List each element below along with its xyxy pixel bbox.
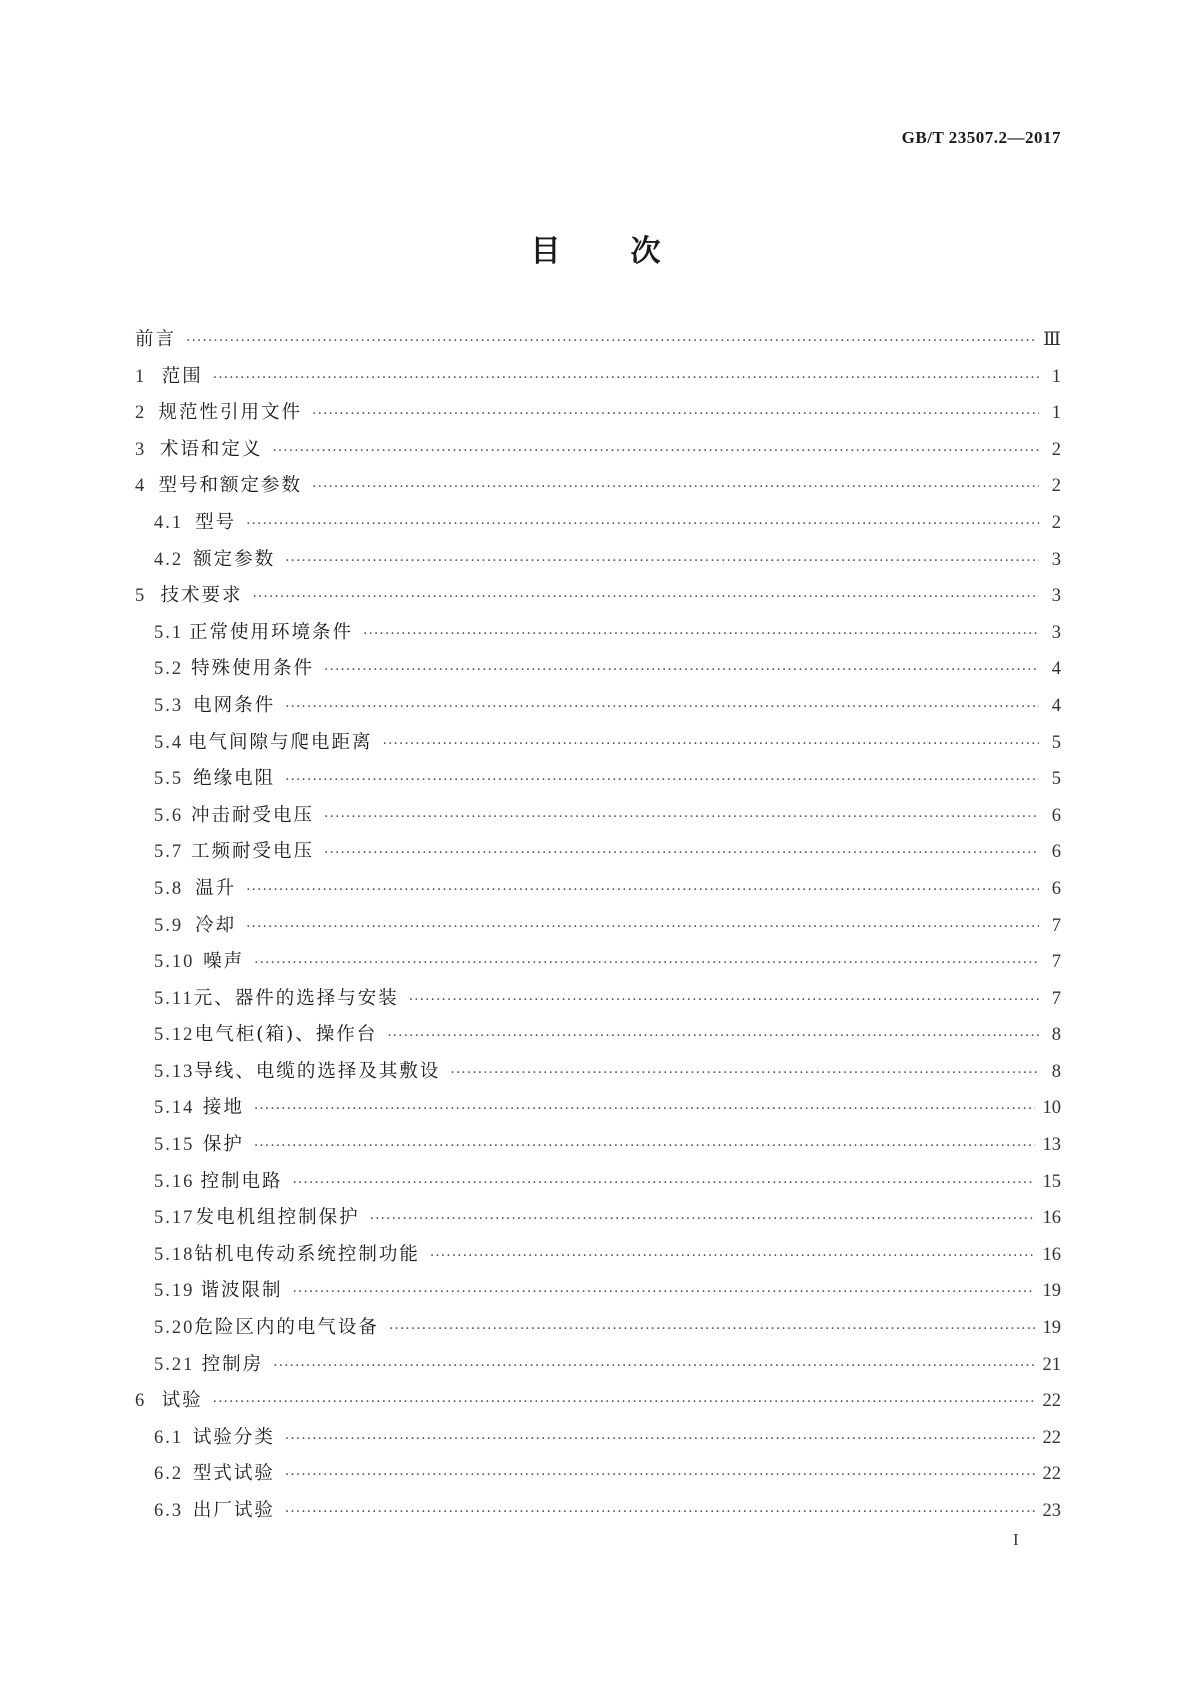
toc-entry-label: 试验分类	[192, 1426, 275, 1448]
toc-entry-page: 23	[1042, 1501, 1061, 1521]
toc-entry-number: 5.4	[154, 732, 184, 753]
toc-entry-number: 5.19	[154, 1281, 195, 1302]
toc-dot-leader	[246, 882, 1039, 898]
toc-entry-label: 导线、电缆的选择及其敷设	[194, 1060, 441, 1082]
toc-entry-number: 5.8	[154, 878, 184, 899]
toc-dot-leader	[285, 1431, 1035, 1447]
toc-dot-leader	[252, 589, 1039, 605]
toc-entry-page: 3	[1051, 549, 1061, 570]
toc-entry-number: 4.2	[154, 549, 184, 570]
toc-entry[interactable]	[135, 508, 1061, 545]
toc-entry[interactable]	[135, 618, 1061, 655]
toc-dot-leader	[285, 1467, 1035, 1483]
toc-entry[interactable]	[135, 1020, 1061, 1057]
toc-entry-label: 前言	[135, 329, 177, 350]
toc-entry[interactable]	[135, 1167, 1061, 1204]
toc-entry-page: 22	[1042, 1391, 1061, 1412]
toc-entry[interactable]	[135, 581, 1061, 618]
toc-dot-leader	[246, 516, 1039, 532]
toc-entry-number: 4	[135, 476, 147, 497]
toc-entry-page: 3	[1051, 622, 1061, 643]
toc-entry-number: 5.17	[154, 1208, 195, 1229]
toc-entry-label: 温升	[195, 877, 237, 899]
toc-entry-number: 6	[135, 1391, 147, 1412]
toc-entry[interactable]	[135, 1057, 1061, 1094]
toc-title	[0, 226, 1191, 270]
toc-entry-label: 控制房	[201, 1353, 264, 1375]
toc-entry-number: 5.3	[154, 695, 184, 716]
toc-dot-leader	[324, 662, 1039, 678]
toc-dot-leader	[186, 333, 1035, 349]
toc-entry-page: 22	[1042, 1427, 1061, 1448]
toc-entry[interactable]	[135, 471, 1061, 508]
toc-entry[interactable]	[135, 398, 1061, 435]
toc-entry-label: 控制电路	[200, 1170, 283, 1192]
toc-entry-page: 4	[1051, 659, 1061, 680]
toc-entry[interactable]	[135, 801, 1061, 838]
toc-entry-number: 5.14	[154, 1098, 195, 1119]
toc-dot-leader	[254, 1101, 1035, 1117]
toc-entry-page: 22	[1042, 1464, 1061, 1485]
toc-dot-leader	[383, 736, 1039, 752]
toc-entry-label: 谐波限制	[200, 1280, 283, 1302]
toc-entry-label: 规范性引用文件	[158, 402, 303, 424]
toc-entry-page: Ⅲ	[1043, 330, 1061, 350]
toc-dot-leader	[246, 919, 1039, 935]
toc-entry-page: 6	[1051, 842, 1061, 863]
toc-dot-leader	[272, 443, 1039, 459]
toc-entry-number: 5.12	[154, 1025, 195, 1046]
toc-entry-label: 型号	[195, 511, 237, 533]
toc-entry[interactable]	[135, 1350, 1061, 1387]
toc-entry-number: 2	[135, 403, 147, 424]
toc-entry-label: 钻机电传动系统控制功能	[194, 1243, 420, 1265]
toc-entry-number: 1	[135, 366, 147, 387]
toc-entry-number: 5.9	[154, 915, 184, 936]
toc-entry-page: 6	[1051, 878, 1061, 899]
toc-entry-label: 正常使用环境条件	[189, 621, 354, 643]
toc-entry-number: 6.3	[154, 1501, 184, 1521]
standard-code: GB/T 23507.2—2017	[901, 128, 1061, 147]
toc-entry[interactable]	[135, 325, 1061, 362]
toc-title-char-1: 目	[530, 234, 561, 269]
toc-dot-leader	[430, 1248, 1035, 1264]
toc-entry-label: 特殊使用条件	[191, 658, 315, 680]
toc-entry-label: 术语和定义	[159, 438, 263, 460]
toc-dot-leader	[312, 479, 1039, 495]
toc-entry-number: 5.18	[154, 1244, 195, 1265]
toc-dot-leader	[292, 1284, 1034, 1300]
toc-entry-number: 5.21	[154, 1354, 195, 1375]
toc-entry-page: 2	[1051, 439, 1061, 460]
toc-entry-label: 电气柜(箱)、操作台	[194, 1024, 378, 1046]
toc-entry-number: 5.15	[154, 1135, 195, 1156]
toc-entry[interactable]	[135, 1459, 1061, 1496]
table-of-contents	[135, 325, 1061, 1533]
toc-dot-leader	[324, 845, 1039, 861]
toc-entry-label: 电网条件	[193, 694, 276, 716]
toc-entry-number: 5.10	[154, 952, 195, 973]
toc-entry-page: 7	[1051, 915, 1061, 936]
toc-entry[interactable]	[135, 691, 1061, 728]
toc-dot-leader	[213, 370, 1039, 386]
toc-entry-page: 15	[1042, 1171, 1061, 1192]
toc-entry-label: 型式试验	[192, 1463, 275, 1485]
toc-entry-label: 绝缘电阻	[193, 768, 276, 790]
toc-entry-page: 7	[1051, 988, 1061, 1009]
page-number: I	[1013, 1530, 1019, 1549]
toc-entry[interactable]	[135, 728, 1061, 765]
toc-entry-page: 1	[1051, 403, 1061, 424]
toc-entry-page: 6	[1051, 805, 1061, 826]
toc-dot-leader	[292, 1175, 1034, 1191]
toc-dot-leader	[285, 699, 1039, 715]
toc-entry-number: 5.2	[154, 659, 184, 680]
toc-dot-leader	[254, 1138, 1035, 1154]
toc-entry-page: 4	[1051, 695, 1061, 716]
toc-entry[interactable]	[135, 1496, 1061, 1533]
toc-entry-page: 10	[1042, 1098, 1061, 1119]
toc-entry-label: 额定参数	[193, 548, 276, 570]
toc-entry-number: 5.7	[154, 842, 184, 863]
toc-entry-label: 试验	[161, 1390, 203, 1412]
toc-entry[interactable]	[135, 911, 1061, 948]
toc-entry-page: 5	[1051, 732, 1061, 753]
toc-entry-label: 工频耐受电压	[191, 841, 315, 863]
toc-entry-page: 19	[1042, 1318, 1061, 1339]
toc-entry-label: 型号和额定参数	[158, 475, 303, 497]
toc-entry-number: 5	[135, 586, 147, 607]
toc-entry-page: 16	[1042, 1244, 1061, 1265]
toc-entry-number: 5.1	[154, 622, 184, 643]
toc-entry-label: 噪声	[203, 951, 245, 973]
toc-entry-number: 3	[135, 439, 147, 460]
toc-entry-page: 7	[1051, 952, 1061, 973]
toc-dot-leader	[409, 992, 1039, 1008]
toc-dot-leader	[363, 626, 1039, 642]
toc-entry-label: 冲击耐受电压	[191, 804, 315, 826]
toc-entry[interactable]	[135, 362, 1061, 399]
toc-dot-leader	[389, 1321, 1035, 1337]
toc-entry-label: 保护	[202, 1134, 244, 1156]
toc-entry-label: 元、器件的选择与安装	[193, 987, 399, 1009]
toc-entry-label: 危险区内的电气设备	[194, 1317, 379, 1339]
toc-entry-page: 19	[1042, 1281, 1061, 1302]
toc-entry-page: 2	[1051, 512, 1061, 533]
toc-entry-label: 技术要求	[160, 585, 243, 607]
toc-dot-leader	[312, 406, 1039, 422]
toc-entry-number: 5.13	[154, 1061, 195, 1082]
toc-entry-page: 3	[1051, 586, 1061, 607]
toc-entry[interactable]	[135, 1313, 1061, 1350]
toc-entry[interactable]	[135, 435, 1061, 472]
toc-entry-number: 6.2	[154, 1464, 184, 1485]
toc-entry-label: 接地	[202, 1097, 244, 1119]
toc-entry[interactable]	[135, 764, 1061, 801]
toc-dot-leader	[450, 1065, 1039, 1081]
toc-entry[interactable]	[135, 1130, 1061, 1167]
toc-entry-page: 2	[1051, 476, 1061, 497]
toc-title-char-2: 次	[630, 234, 661, 269]
toc-entry-number: 5.11	[154, 988, 194, 1009]
toc-entry-page: 8	[1051, 1025, 1061, 1046]
toc-entry-page: 8	[1051, 1061, 1061, 1082]
toc-entry-number: 5.6	[154, 805, 184, 826]
toc-entry[interactable]	[135, 984, 1061, 1021]
toc-entry[interactable]	[135, 874, 1061, 911]
toc-entry-page: 21	[1042, 1354, 1061, 1375]
toc-entry-number: 5.16	[154, 1171, 195, 1192]
toc-entry[interactable]	[135, 1203, 1061, 1240]
toc-entry[interactable]	[135, 654, 1061, 691]
toc-entry-number: 4.1	[154, 512, 184, 533]
toc-entry-page: 16	[1042, 1208, 1061, 1229]
toc-dot-leader	[324, 809, 1039, 825]
toc-entry-page: 5	[1051, 769, 1061, 790]
toc-entry-label: 范围	[161, 365, 203, 387]
toc-entry[interactable]	[135, 545, 1061, 582]
toc-entry[interactable]	[135, 947, 1061, 984]
toc-entry-label: 出厂试验	[192, 1500, 275, 1521]
toc-entry[interactable]	[135, 1386, 1061, 1423]
toc-entry[interactable]	[135, 1093, 1061, 1130]
toc-entry-number: 5.20	[154, 1318, 195, 1339]
toc-entry-label: 发电机组控制保护	[195, 1207, 360, 1229]
toc-dot-leader	[213, 1394, 1035, 1410]
toc-entry[interactable]	[135, 1276, 1061, 1313]
toc-dot-leader	[273, 1358, 1034, 1374]
toc-dot-leader	[285, 772, 1039, 788]
toc-entry-number: 6.1	[154, 1427, 184, 1448]
toc-entry[interactable]	[135, 1423, 1061, 1460]
toc-dot-leader	[285, 1504, 1035, 1520]
toc-dot-leader	[285, 553, 1039, 569]
toc-entry-page: 1	[1051, 366, 1061, 387]
toc-entry[interactable]	[135, 1240, 1061, 1277]
toc-dot-leader	[254, 955, 1039, 971]
toc-entry-label: 电气间隙与爬电距离	[188, 731, 373, 753]
toc-entry-page: 13	[1042, 1135, 1061, 1156]
toc-entry-number: 5.5	[154, 769, 184, 790]
toc-dot-leader	[387, 1028, 1039, 1044]
toc-entry[interactable]	[135, 837, 1061, 874]
toc-dot-leader	[370, 1211, 1035, 1227]
toc-entry-label: 冷却	[195, 914, 237, 936]
